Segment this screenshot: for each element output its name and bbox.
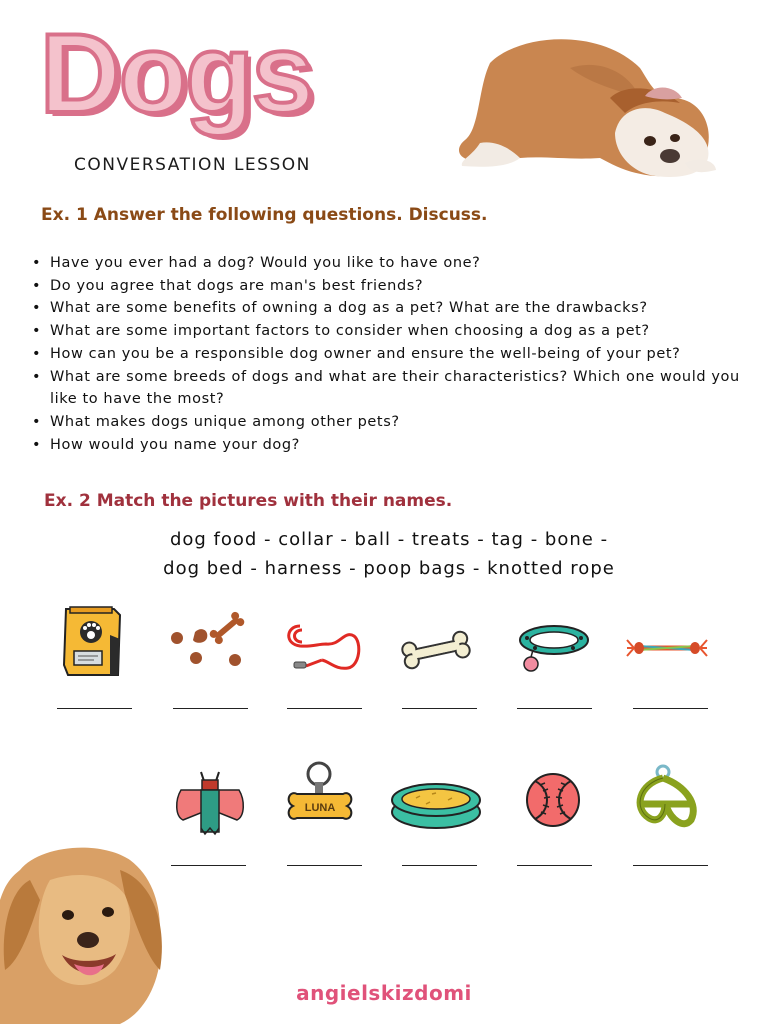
question-item: • What makes dogs unique among other pets? (30, 411, 750, 434)
question-item: • What are some benefits of owning a dog as a pet? What are the drawbacks? (30, 297, 750, 320)
answer-line[interactable] (171, 865, 246, 866)
poop-bags-icon (175, 770, 245, 836)
brand-name: angielskizdomi (296, 981, 472, 1005)
ball-icon (523, 771, 583, 829)
question-item: • How would you name your dog? (30, 434, 750, 457)
bulldog-illustration (450, 28, 725, 183)
answer-line[interactable] (402, 708, 477, 709)
answer-line[interactable] (633, 708, 708, 709)
harness-icon (629, 764, 705, 832)
question-item: • How can you be a responsible dog owner and ensure the well-being of your pet? (30, 343, 750, 366)
knotted-rope-icon (625, 635, 709, 661)
tag-icon (285, 760, 357, 832)
answer-line[interactable] (517, 708, 592, 709)
question-list (30, 252, 750, 456)
word-bank-line-2: dog bed - harness - poop bags - knotted rope (163, 558, 615, 579)
tag-name-text: LUNA (304, 802, 336, 814)
exercise-1-heading: Ex. 1 Answer the following questions. Discuss. (41, 205, 488, 225)
answer-line[interactable] (57, 708, 132, 709)
leash-icon (282, 620, 364, 676)
collar-icon (517, 620, 591, 678)
exercise-2-heading: Ex. 2 Match the pictures with their names. (44, 491, 453, 511)
question-item: • What are some important factors to consider when choosing a dog as a pet? (30, 320, 750, 343)
answer-line[interactable] (517, 865, 592, 866)
answer-line[interactable] (287, 865, 362, 866)
treats-icon (165, 610, 247, 670)
dog-food-bag-icon (60, 605, 126, 679)
page-subtitle: CONVERSATION LESSON (74, 155, 311, 175)
answer-line[interactable] (402, 865, 477, 866)
question-item: • Have you ever had a dog? Would you like to have one? (30, 252, 750, 275)
answer-line[interactable] (173, 708, 248, 709)
answer-line[interactable] (633, 865, 708, 866)
dog-bed-icon (388, 780, 484, 832)
bone-icon (398, 630, 474, 670)
question-item: • Do you agree that dogs are man's best friends? (30, 275, 750, 298)
answer-line[interactable] (287, 708, 362, 709)
word-bank-line-1: dog food - collar - ball - treats - tag - bone - (169, 529, 609, 550)
page-title: Dogs (40, 11, 312, 136)
question-item: • What are some breeds of dogs and what are their characteristics? Which one would you like to have the most? (30, 366, 750, 411)
